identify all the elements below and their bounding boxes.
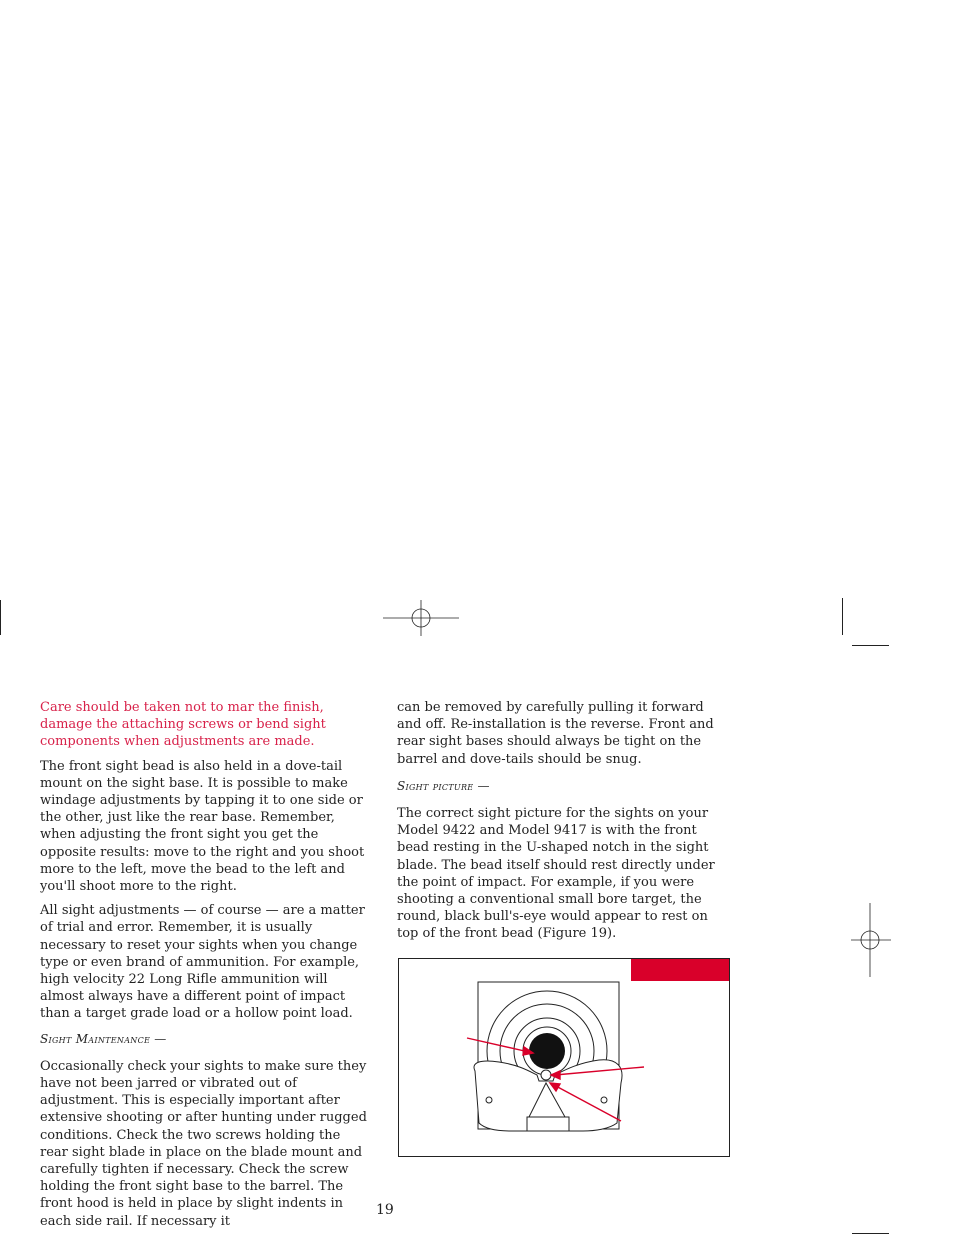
- sight-maintenance-heading: Sight Maintenance —: [40, 1031, 167, 1046]
- sight-picture-illustration: [399, 959, 729, 1156]
- right-column: [397, 699, 729, 950]
- left-column: [40, 699, 370, 1237]
- registration-mark-right: [851, 903, 891, 977]
- screw-left: [486, 1097, 492, 1103]
- screw-right: [601, 1097, 607, 1103]
- sight-picture-heading: Sight picture —: [397, 778, 490, 793]
- crop-mark-right-top-line: [852, 645, 889, 646]
- caution-text: Care should be taken not to mar the finish, damage the attaching screws or bend sight components when adjustments are made.: [40, 700, 326, 750]
- adjustments-paragraph: All sight adjustments — of course — are a matter of trial and error. Remember, it is usually necessary to reset your sights when you change type or even brand of ammunition. For example, high velocity 22 Long Rifle ammunition will almost always have a different point of impact than a target grade load or a hollow point load.: [40, 903, 365, 1022]
- bulls-eye: [529, 1033, 565, 1069]
- maintenance-paragraph: Occasionally check your sights to make sure they have not been jarred or vibrated out of adjustment. This is especially important after extensive shooting or after hunting under rugged conditions. Check the two screws holding the rear sight blade in place on the blade mount and carefully tighten if necessary. Check the screw holding the front sight base to the barrel. The front hood is held in place by slight indents in each side rail. If necessary it: [40, 1058, 367, 1229]
- continued-paragraph: can be removed by carefully pulling it forward and off. Re-installation is the reverse. Front and rear sight bases should always be tight on the barrel and dove-tails should be snug.: [397, 700, 714, 767]
- front-sight-paragraph: The front sight bead is also held in a dove-tail mount on the sight base. It is possible to make windage adjustments by tapping it to one side or the other, just like the rear base. Remember, when adjusting the front sight you get the opposite results: move to the right and you shoot more to the left, move the bead to the left and you'll shoot more to the right.: [40, 758, 365, 895]
- crop-mark-left: [0, 600, 1, 635]
- figure-19: [398, 958, 730, 1157]
- page-number: 19: [376, 1202, 394, 1218]
- crop-mark-right: [842, 598, 843, 635]
- sight-picture-paragraph: The correct sight picture for the sights on your Model 9422 and Model 9417 is with the front bead resting in the U-shaped notch in the sight blade. The bead itself should rest directly under the point of impact. For example, if you were shooting a conventional small bore target, the round, black bull's-eye would appear to rest on top of the front bead (Figure 19).: [397, 806, 715, 942]
- registration-mark-top: [383, 600, 459, 636]
- sight-base: [527, 1117, 569, 1131]
- crop-mark-right-bottom-line: [852, 1233, 889, 1234]
